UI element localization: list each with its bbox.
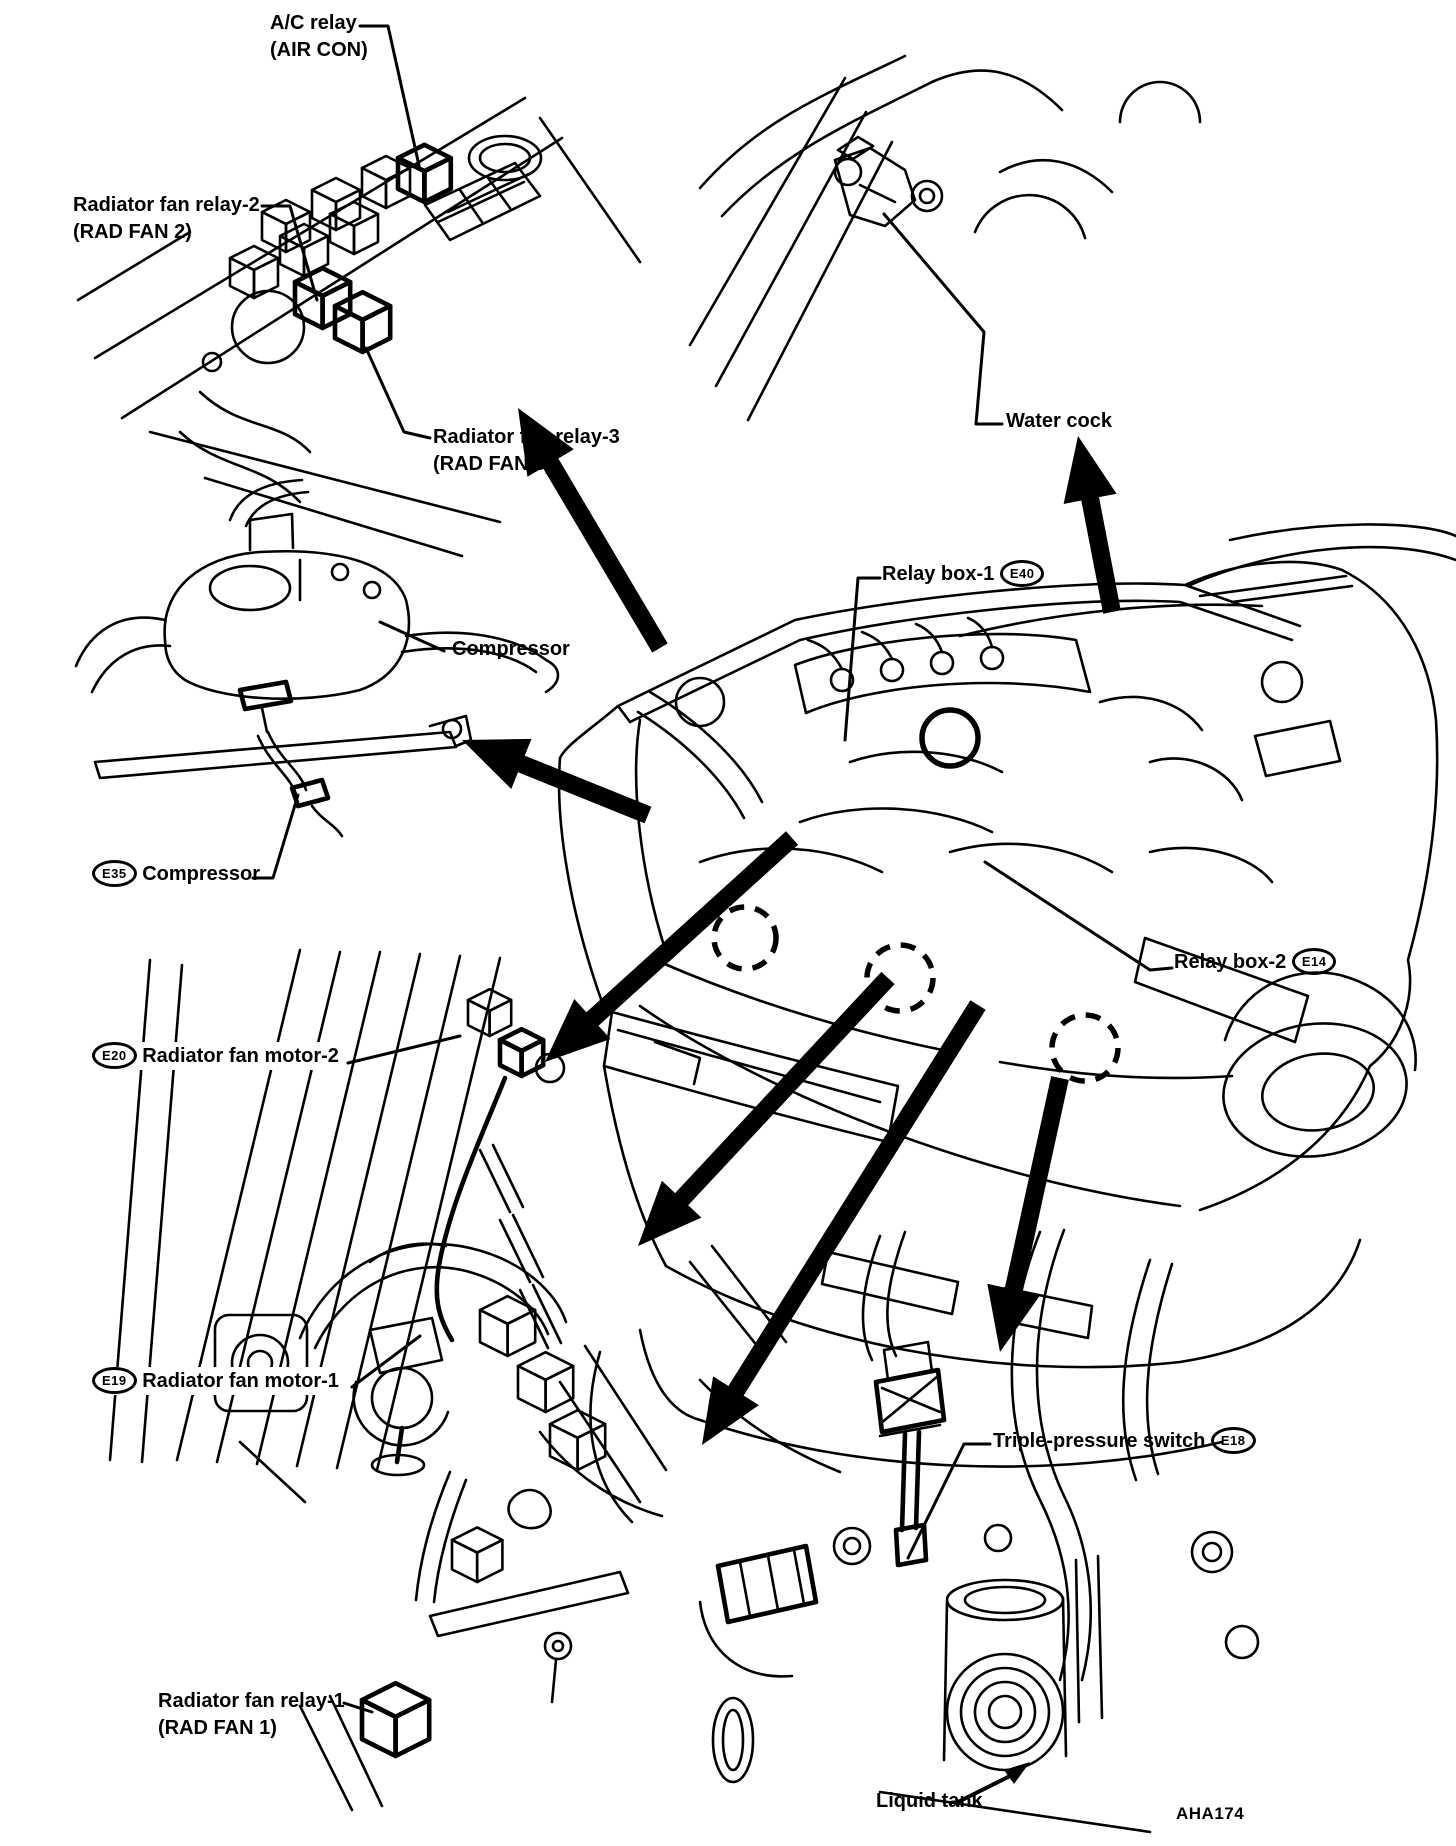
radiator-fan-relay-3-part bbox=[335, 292, 390, 352]
callout-line: Radiator fan relay-2 bbox=[73, 194, 260, 216]
callout-radiator-fan-relay-2 bbox=[73, 192, 260, 246]
inset-water-cock bbox=[690, 56, 1200, 420]
connector-code-badge: E35 bbox=[92, 860, 137, 887]
callout-line: (AIR CON) bbox=[270, 39, 368, 61]
callout-triple-pressure-switch bbox=[993, 1427, 1256, 1455]
callout-water-cock bbox=[1006, 408, 1112, 435]
callout-line: Relay box-1 bbox=[882, 563, 995, 585]
callout-compressor bbox=[452, 636, 570, 663]
callout-ac-relay bbox=[270, 10, 368, 64]
connector-code-badge: E18 bbox=[1211, 1427, 1256, 1454]
triple-pressure-switch-part bbox=[876, 1342, 944, 1565]
component-location-marker bbox=[714, 907, 776, 969]
callout-radiator-fan-motor-1 bbox=[92, 1367, 343, 1395]
liquid-tank-part bbox=[944, 1580, 1066, 1770]
inset-fan-relay1 bbox=[300, 1244, 666, 1810]
connector-code-badge: E20 bbox=[92, 1042, 137, 1069]
detail-arrow bbox=[987, 1076, 1069, 1352]
callout-relay-box-1 bbox=[882, 560, 1044, 588]
callout-line: Compressor bbox=[452, 638, 570, 660]
callout-line: Radiator fan motor-2 bbox=[142, 1045, 339, 1067]
callout-line: (RAD FAN 2) bbox=[73, 221, 192, 243]
callout-radiator-fan-relay-1 bbox=[158, 1688, 345, 1742]
callout-line: Triple-pressure switch bbox=[993, 1430, 1206, 1452]
radiator-fan-relay-1-part bbox=[362, 1683, 429, 1756]
callout-radiator-fan-motor-2 bbox=[92, 1042, 343, 1070]
connector-code-badge: E19 bbox=[92, 1367, 137, 1394]
callout-line: (RAD FAN 1) bbox=[158, 1717, 277, 1739]
figure-code: AHA174 bbox=[1176, 1804, 1245, 1823]
callout-line: Liquid tank bbox=[876, 1790, 983, 1812]
callout-line: Radiator fan relay-1 bbox=[158, 1690, 345, 1712]
callout-radiator-fan-relay-3 bbox=[433, 424, 620, 478]
callout-line: Compressor bbox=[142, 863, 261, 885]
callout-liquid-tank bbox=[876, 1788, 983, 1815]
callout-line: Radiator fan motor-1 bbox=[142, 1370, 339, 1392]
callout-line: Relay box-2 bbox=[1174, 951, 1287, 973]
callout-relay-box-2 bbox=[1174, 948, 1336, 976]
callout-compressor-connector bbox=[92, 860, 260, 888]
callout-line: A/C relay bbox=[270, 12, 357, 34]
callout-line: Water cock bbox=[1006, 410, 1112, 432]
connector-part bbox=[700, 1546, 816, 1676]
connector-code-badge: E14 bbox=[1292, 948, 1337, 975]
connector-code-badge: E40 bbox=[1000, 560, 1045, 587]
inset-fan-motors bbox=[110, 950, 564, 1502]
liquid-tank-pointer bbox=[1004, 1762, 1030, 1784]
relay-box-2-location-marker bbox=[922, 710, 978, 766]
detail-arrow bbox=[462, 739, 651, 823]
detail-arrow bbox=[1064, 436, 1121, 614]
callout-line: (RAD FAN 3) bbox=[433, 453, 552, 475]
car-overview bbox=[509, 524, 1456, 1528]
ac-relay-part bbox=[398, 145, 451, 202]
callout-line: Radiator fan relay-3 bbox=[433, 426, 620, 448]
